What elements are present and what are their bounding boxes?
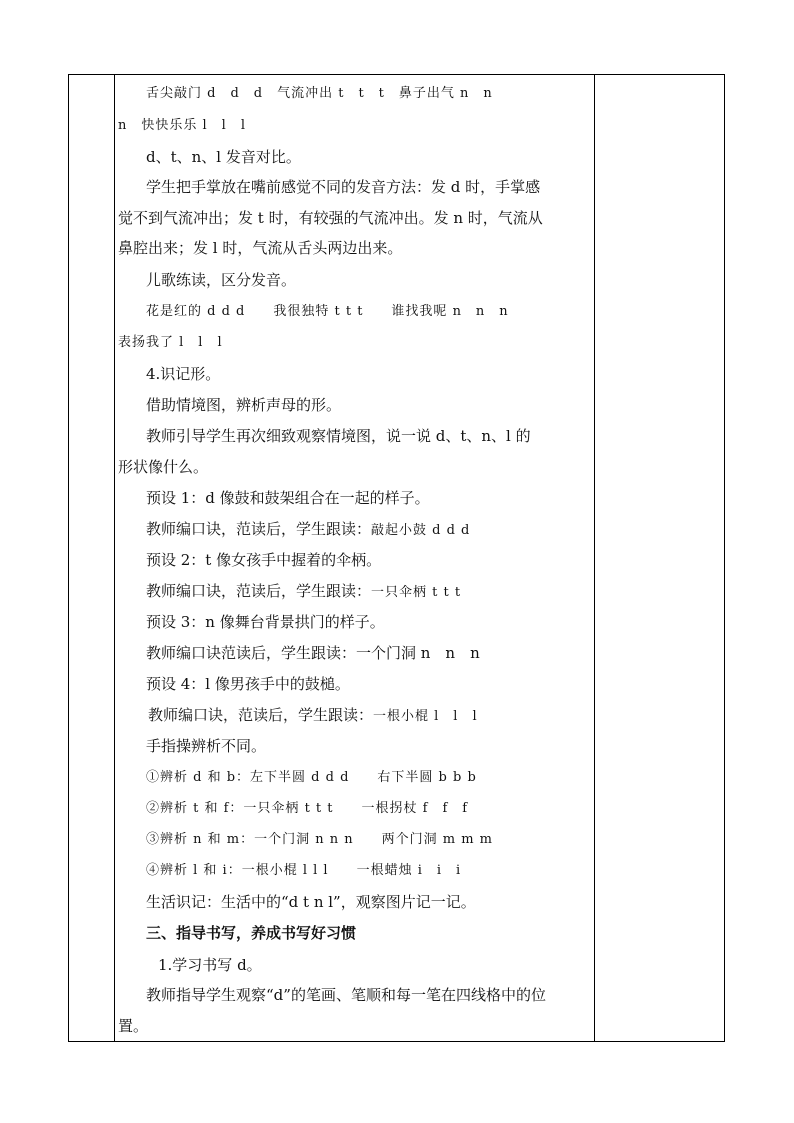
paragraph: 教师编口诀范读后，学生跟读：一个门洞 n n n [146,644,480,662]
paragraph [146,519,470,541]
paragraph: 预设 4：l 像男孩手中的鼓槌。 [146,675,350,693]
paragraph [148,705,478,727]
paragraph-text: 教师编口诀，范读后，学生跟读： [148,706,374,724]
rhyme-line: 舌尖敲门 d d d 气流冲出 t t t 鼻子出气 n n [146,86,493,101]
paragraph: 生活识记：生活中的“d t n l”，观察图片记一记。 [146,893,476,911]
paragraph-text: 教师编口诀，范读后，学生跟读： [146,582,372,600]
table-column-divider [114,75,115,1041]
rhyme-text: 敲起小鼓 d d d [371,523,471,538]
rhyme-line: 花是红的 d d d 我很独特 t t t 谁找我呢 n n n [146,304,509,319]
paragraph: 置。 [118,1017,149,1035]
rhyme-line: ③辨析 n 和 m：一个门洞 n n n 两个门洞 m m m [146,832,493,847]
paragraph: 预设 1：d 像鼓和鼓架组合在一起的样子。 [146,489,430,507]
paragraph: 教师指导学生观察“d”的笔画、笔顺和每一笔在四线格中的位 [146,986,546,1004]
rhyme-line: ②辨析 t 和 f：一只伞柄 t t t 一根拐杖 f f f [146,801,469,816]
paragraph: 形状像什么。 [118,458,209,476]
paragraph [146,581,461,603]
paragraph: 预设 3：n 像舞台背景拱门的样子。 [146,613,385,631]
paragraph: 学生把手掌放在嘴前感觉不同的发音方法：发 d 时，手掌感 [146,178,541,196]
section-heading: 三、指导书写，养成书写好习惯 [146,924,357,942]
table-column-divider [594,75,595,1041]
rhyme-line: ④辨析 l 和 i：一根小棍 l l l 一根蜡烛 i i i [146,863,462,878]
rhyme-text: 一只伞柄 t t t [371,585,462,600]
rhyme-line: ①辨析 d 和 b：左下半圆 d d d 右下半圆 b b b [146,770,477,785]
paragraph-text: 教师编口诀，范读后，学生跟读： [146,520,372,538]
paragraph: 鼻腔出来；发 l 时，气流从舌头两边出来。 [118,239,403,257]
rhyme-line: 表扬我了 l l l [118,335,223,350]
subsection-heading: 1.学习书写 d。 [158,956,262,974]
paragraph: d、t、n、l 发音对比。 [146,148,301,166]
paragraph: 借助情境图，辨析声母的形。 [146,396,342,414]
rhyme-text: 一根小棍 l l l [373,709,478,724]
paragraph: 预设 2：t 像女孩手中握着的伞柄。 [146,551,382,569]
section-heading: 4.识记形。 [146,365,221,383]
paragraph: 教师引导学生再次细致观察情境图，说一说 d、t、n、l 的 [146,427,531,445]
rhyme-line: n 快快乐乐 l l l [118,118,246,133]
paragraph: 觉不到气流冲出；发 t 时，有较强的气流冲出。发 n 时，气流从 [118,209,543,227]
paragraph: 儿歌练读，区分发音。 [146,271,297,289]
paragraph: 手指操辨析不同。 [146,737,267,755]
